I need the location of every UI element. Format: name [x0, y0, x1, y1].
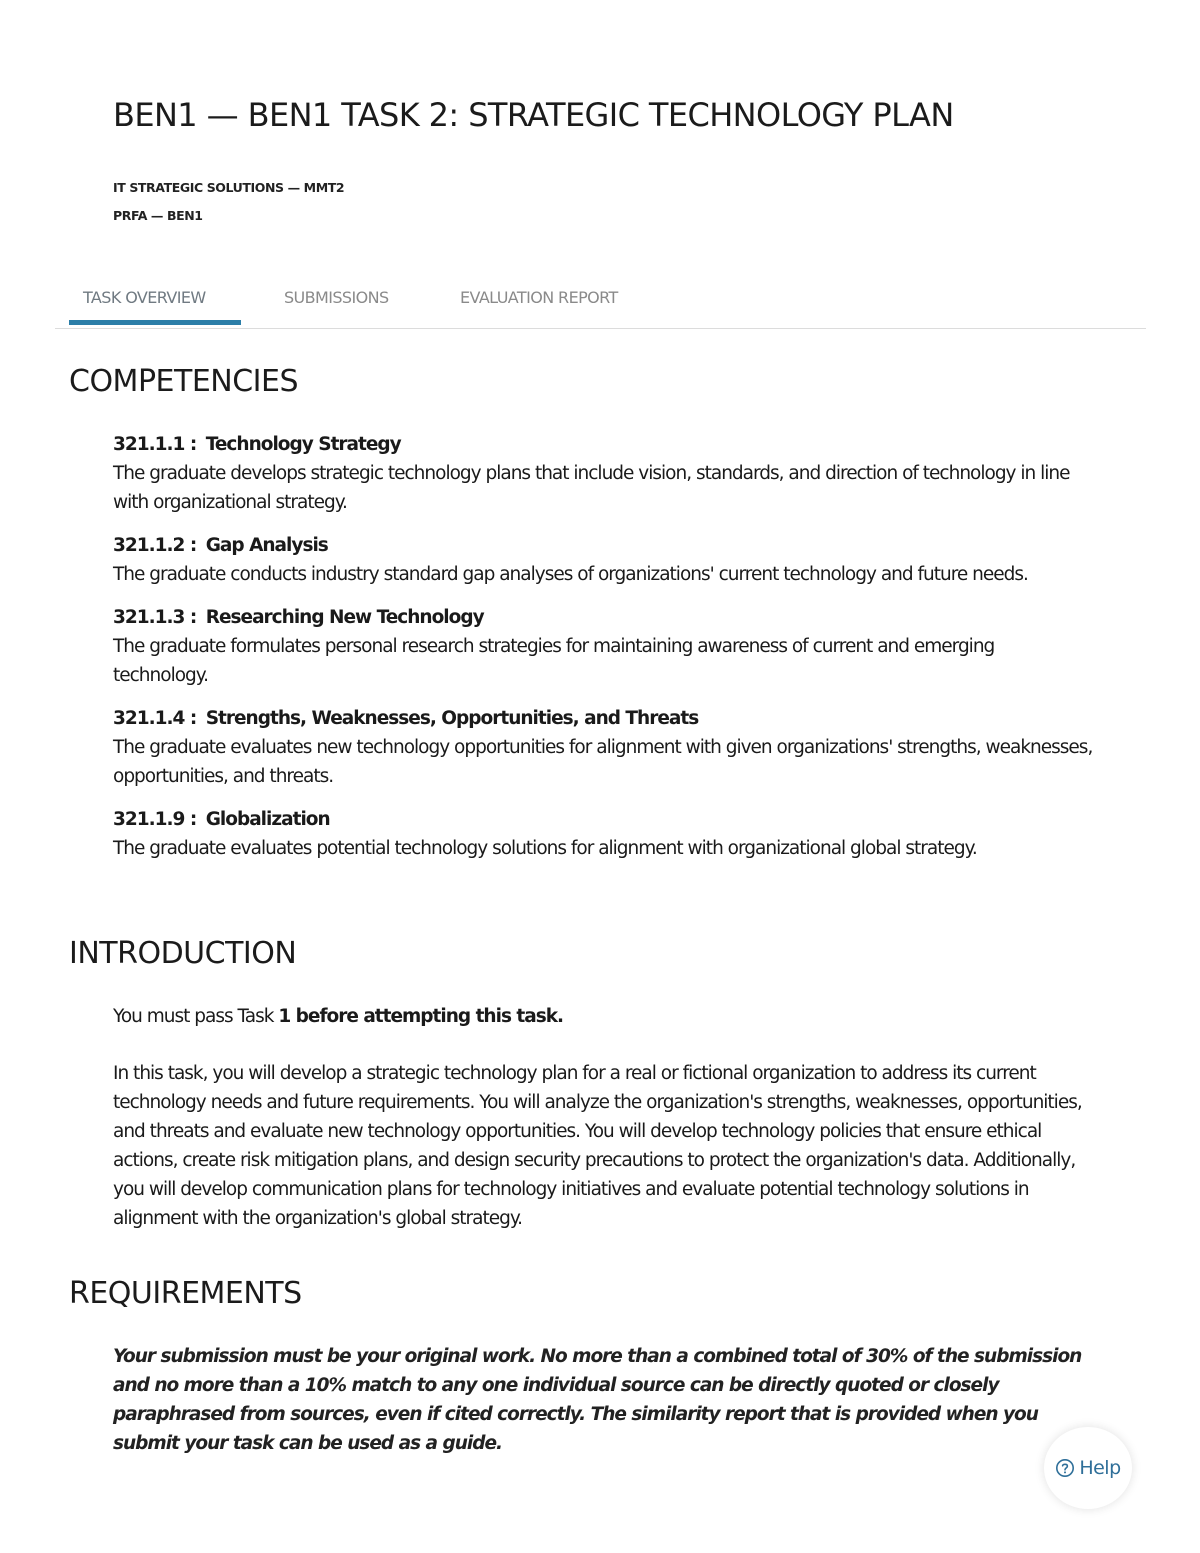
- help-button[interactable]: [1044, 1427, 1132, 1509]
- competencies-heading: COMPETENCIES: [69, 364, 299, 399]
- competency-item: [113, 805, 1093, 863]
- competency-description: The graduate formulates personal research strategies for maintaining awareness of current and emerging technology.: [113, 636, 995, 686]
- tab-submissions[interactable]: [284, 282, 389, 326]
- help-label: Help: [1079, 1457, 1121, 1479]
- competency-title-row: [113, 603, 1093, 632]
- assessment-code: PRFA — BEN1: [113, 208, 203, 223]
- prerequisite-emphasis: 1 before attempting this task.: [278, 1006, 564, 1027]
- competency-title: Gap Analysis: [205, 535, 328, 556]
- task-tabs: [55, 282, 1146, 329]
- competency-title: Technology Strategy: [205, 434, 401, 455]
- competency-code: 321.1.2 :: [113, 535, 197, 556]
- competency-title-row: [113, 805, 1093, 834]
- tab-task-overview-label: TASK OVERVIEW: [83, 288, 206, 307]
- originality-note: Your submission must be your original work. No more than a combined total of 30% of the submission and no more than a 10% match to any one individual source can be directly quoted or closely paraphrased from sources, even if cited correctly. The similarity report that is provided when you submit your task can be used as a guide.: [113, 1346, 1082, 1454]
- competency-title-row: [113, 531, 1093, 560]
- competency-item: [113, 430, 1093, 517]
- competency-description: The graduate develops strategic technology plans that include vision, standards, and direction of technology in line with organizational strategy.: [113, 463, 1070, 513]
- introduction-heading: INTRODUCTION: [69, 936, 297, 971]
- tab-evaluation-report[interactable]: [460, 282, 618, 326]
- page-title: BEN1 — BEN1 TASK 2: STRATEGIC TECHNOLOGY PLAN: [113, 96, 954, 134]
- competency-title: Globalization: [205, 809, 330, 830]
- task-meta: [113, 174, 344, 230]
- requirements-heading: REQUIREMENTS: [69, 1276, 302, 1311]
- competency-title-row: [113, 430, 1093, 459]
- tab-evaluation-report-label: EVALUATION REPORT: [460, 288, 618, 307]
- competency-title: Strengths, Weaknesses, Opportunities, and Threats: [205, 708, 699, 729]
- course-name: IT STRATEGIC SOLUTIONS — MMT2: [113, 180, 345, 195]
- competency-item: [113, 531, 1093, 589]
- competency-description: The graduate evaluates new technology opportunities for alignment with given organizations' strengths, weaknesses, opportunities, and threats.: [113, 737, 1093, 787]
- competency-title: Researching New Technology: [205, 607, 484, 628]
- competency-item: [113, 704, 1093, 791]
- competency-title-row: [113, 704, 1093, 733]
- question-circle-icon: [1055, 1458, 1075, 1478]
- competency-code: 321.1.3 :: [113, 607, 197, 628]
- competency-code: 321.1.4 :: [113, 708, 197, 729]
- competency-code: 321.1.1 :: [113, 434, 197, 455]
- introduction-body: [113, 1002, 1093, 1261]
- active-tab-indicator: [69, 320, 241, 325]
- competency-description: The graduate conducts industry standard gap analyses of organizations' current technology and future needs.: [113, 564, 1028, 585]
- introduction-paragraph: In this task, you will develop a strategic technology plan for a real or fictional organization to address its current technology needs and future requirements. You will analyze the organization's strengths, weaknesses, opportunities, and threats and evaluate new technology opportunities. You will develop technology policies that ensure ethical actions, create risk mitigation plans, and design security precautions to protect the organization's data. Additionally, you will develop communication plans for technology initiatives and evaluate potential technology solutions in alignment with the organization's global strategy.: [113, 1063, 1082, 1229]
- competency-item: [113, 603, 1093, 690]
- prerequisite-prefix: You must pass Task: [113, 1006, 279, 1027]
- tab-submissions-label: SUBMISSIONS: [284, 288, 389, 307]
- competencies-list: [113, 430, 1093, 877]
- competency-description: The graduate evaluates potential technology solutions for alignment with organizational global strategy.: [113, 838, 977, 859]
- prerequisite-note: [113, 1002, 1093, 1031]
- help-button-content: [1055, 1457, 1120, 1479]
- competency-code: 321.1.9 :: [113, 809, 197, 830]
- requirements-body: [113, 1342, 1093, 1458]
